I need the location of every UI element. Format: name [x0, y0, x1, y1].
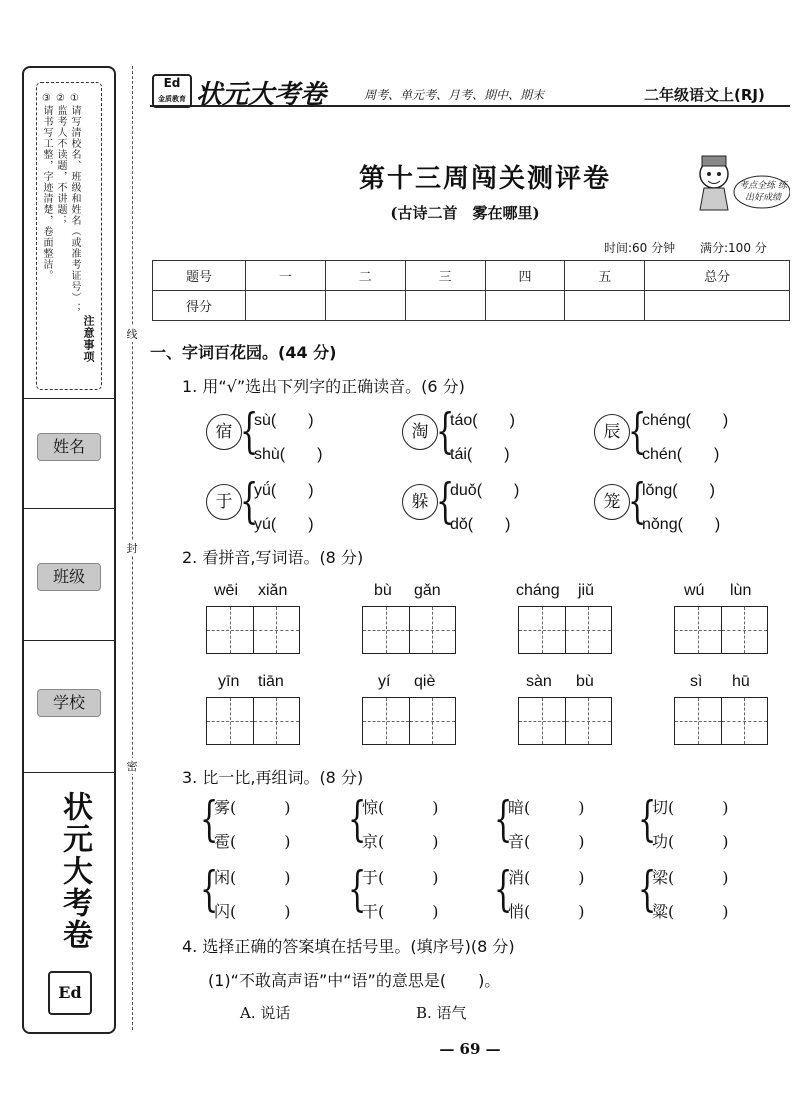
score-header-cell: 题号: [153, 261, 246, 291]
brace: {: [200, 791, 219, 847]
brace: {: [638, 791, 657, 847]
publisher-logo-icon: Ed: [48, 971, 92, 1015]
class-cell[interactable]: [24, 508, 114, 641]
header-rule: [150, 105, 790, 107]
q1-char: 宿: [206, 414, 242, 450]
q1-option[interactable]: shù( ): [254, 446, 323, 463]
q3-word[interactable]: 切( ): [652, 798, 729, 817]
q3-word[interactable]: 梁( ): [652, 868, 729, 887]
brace: {: [240, 473, 259, 529]
q3-word[interactable]: 悄( ): [508, 902, 585, 921]
q2-pinyin: sàn: [526, 673, 552, 690]
page-subtitle: (古诗二首 雾在哪里): [390, 204, 540, 222]
q2-pinyin: hū: [732, 673, 750, 690]
score-header-cell: 三: [405, 261, 485, 291]
q1-option[interactable]: yǘ( ): [254, 482, 314, 499]
q3-word[interactable]: 京( ): [362, 832, 439, 851]
q3-word[interactable]: 雾( ): [214, 798, 291, 817]
q3-word[interactable]: 闪( ): [214, 902, 291, 921]
score-row-label: 得分: [153, 291, 246, 321]
header-brand: 状元大考卷: [196, 80, 327, 110]
q1-char: 躲: [402, 484, 438, 520]
q2-pinyin: gǎn: [414, 582, 441, 599]
q2-pinyin: bù: [576, 673, 594, 690]
score-cell[interactable]: [565, 291, 645, 321]
q2-prompt: 2. 看拼音,写词语。(8 分): [182, 548, 364, 567]
brace: {: [200, 861, 219, 917]
q2-pinyin: cháng: [516, 582, 560, 599]
full-score-info: 满分:100 分: [700, 241, 767, 255]
q1-option[interactable]: chén( ): [642, 446, 720, 463]
school-label: 学校: [37, 689, 101, 717]
q3-word[interactable]: 干( ): [362, 902, 439, 921]
notice-box: [36, 82, 102, 390]
score-cell[interactable]: [485, 291, 565, 321]
q4-sub1: (1)“不敢高声语”中“语”的意思是( )。: [208, 971, 501, 990]
q1-char: 淘: [402, 414, 438, 450]
q2-pinyin: sì: [690, 673, 703, 690]
class-label: 班级: [37, 563, 101, 591]
q1-option[interactable]: duǒ( ): [450, 482, 520, 499]
brand-cell: [24, 772, 114, 1031]
score-header-cell: 一: [246, 261, 326, 291]
cut-char-seal: 封: [121, 540, 143, 556]
q1-prompt: 1. 用“√”选出下列字的正确读音。(6 分): [182, 377, 465, 396]
mascot-text: 考点全练 练出好成绩: [739, 181, 787, 203]
q3-word[interactable]: 于( ): [362, 868, 439, 887]
notice-line-1: ①请写清校名、班级和姓名（或准考证号）；: [69, 93, 80, 314]
brace: {: [436, 403, 455, 459]
score-header-cell: 四: [485, 261, 565, 291]
header-logo-icon: Ed 金质教育: [152, 74, 192, 108]
q4-prompt: 4. 选择正确的答案填在括号里。(填序号)(8 分): [182, 937, 515, 956]
writing-grid[interactable]: [674, 697, 768, 745]
q3-word[interactable]: 音( ): [508, 832, 585, 851]
q3-word[interactable]: 闲( ): [214, 868, 291, 887]
q3-prompt: 3. 比一比,再组词。(8 分): [182, 768, 364, 787]
q2-pinyin: wú: [684, 582, 705, 599]
name-label: 姓名: [37, 433, 101, 461]
q1-option[interactable]: sù( ): [254, 412, 314, 429]
q3-word[interactable]: 功( ): [652, 832, 729, 851]
q4-option-b[interactable]: B. 语气: [416, 1004, 467, 1022]
sidebar-brand: 状元大考卷: [57, 791, 92, 951]
q3-word[interactable]: 雹( ): [214, 832, 291, 851]
q2-pinyin: qiè: [414, 673, 436, 690]
brace: {: [494, 791, 513, 847]
q4-option-a[interactable]: A. 说话: [240, 1004, 291, 1022]
brace: {: [240, 403, 259, 459]
notice-line-3: ③请书写工整，字迹清楚，卷面整洁。: [41, 93, 52, 281]
score-cell[interactable]: [246, 291, 326, 321]
section-1-title: 一、字词百花园。(44 分): [150, 343, 337, 362]
q2-pinyin: tiān: [258, 673, 284, 690]
header-grade: 二年级语文上(RJ): [644, 86, 765, 104]
score-table: [152, 260, 790, 321]
time-info: 时间:60 分钟: [604, 241, 676, 255]
writing-grid[interactable]: [518, 697, 612, 745]
brace: {: [628, 403, 647, 459]
q1-char: 辰: [594, 414, 630, 450]
cut-char-secret: 密: [121, 758, 143, 774]
score-header-cell: 总分: [645, 261, 790, 291]
name-cell[interactable]: [24, 398, 114, 509]
writing-grid[interactable]: [518, 606, 612, 654]
brace: {: [348, 791, 367, 847]
score-header-cell: 五: [565, 261, 645, 291]
q1-option[interactable]: lǒng( ): [642, 482, 715, 499]
q1-option[interactable]: yú( ): [254, 516, 314, 533]
writing-grid[interactable]: [674, 606, 768, 654]
q1-option[interactable]: tái( ): [450, 446, 510, 463]
score-row: [153, 291, 790, 321]
q3-word[interactable]: 消( ): [508, 868, 585, 887]
q3-word[interactable]: 粱( ): [652, 902, 729, 921]
cut-char-line: 线: [121, 326, 143, 342]
q2-pinyin: bù: [374, 582, 392, 599]
brace: {: [494, 861, 513, 917]
q1-char: 笼: [594, 484, 630, 520]
score-cell[interactable]: [645, 291, 790, 321]
q3-word[interactable]: 暗( ): [508, 798, 585, 817]
q1-option[interactable]: nǒng( ): [642, 516, 721, 533]
score-cell[interactable]: [405, 291, 485, 321]
q2-pinyin: yí: [378, 673, 391, 690]
q3-word[interactable]: 惊( ): [362, 798, 439, 817]
page-number: — 69 —: [439, 1040, 501, 1058]
writing-grid[interactable]: [206, 697, 300, 745]
score-cell[interactable]: [325, 291, 405, 321]
q1-char: 于: [206, 484, 242, 520]
q1-option[interactable]: táo( ): [450, 412, 515, 429]
brace: {: [628, 473, 647, 529]
writing-grid[interactable]: [206, 606, 300, 654]
q1-option[interactable]: chéng( ): [642, 412, 729, 429]
header-slogan: 周考、单元考、月考、期中、期末: [364, 88, 545, 102]
q2-pinyin: xiǎn: [258, 582, 288, 599]
notice-line-2: ②监考人不读题，不讲题；: [55, 93, 66, 226]
brace: {: [436, 473, 455, 529]
page-title: 第十三周闯关测评卷: [358, 164, 611, 194]
score-header-row: [153, 261, 790, 291]
brace: {: [348, 861, 367, 917]
notice-title: 注意事项: [82, 315, 95, 363]
q1-option[interactable]: dǒ( ): [450, 516, 511, 533]
brace: {: [638, 861, 657, 917]
school-cell[interactable]: [24, 640, 114, 773]
q2-pinyin: lùn: [730, 582, 752, 599]
writing-grid[interactable]: [362, 606, 456, 654]
writing-grid[interactable]: [362, 697, 456, 745]
q2-pinyin: wēi: [214, 582, 239, 599]
score-header-cell: 二: [325, 261, 405, 291]
q2-pinyin: jiǔ: [578, 582, 595, 599]
q2-pinyin: yīn: [218, 673, 240, 690]
